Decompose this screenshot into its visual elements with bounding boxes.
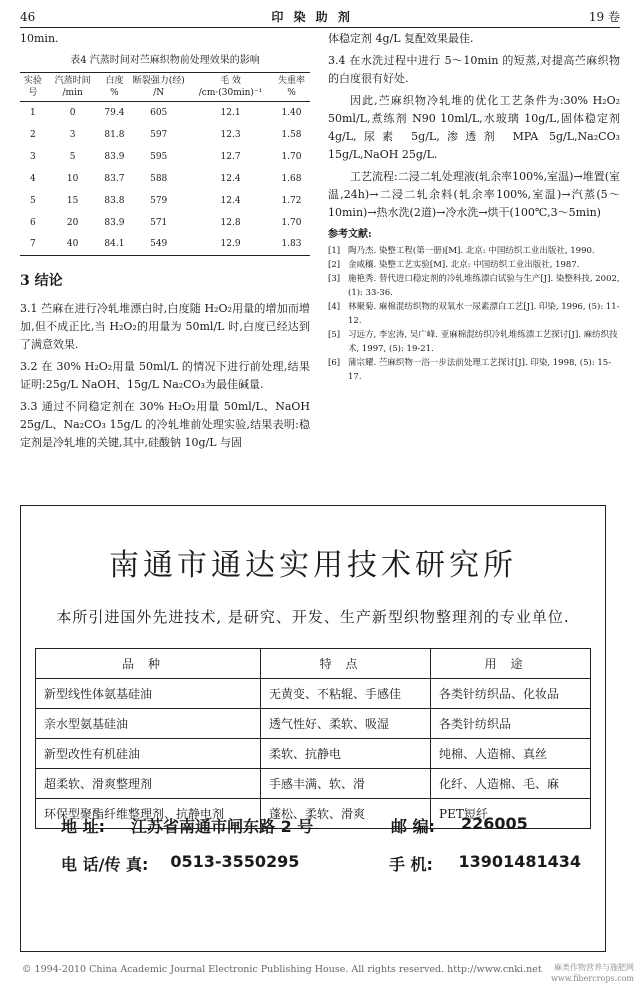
carry-text: 10min. xyxy=(20,32,59,45)
left-column xyxy=(20,30,310,456)
table-row xyxy=(20,234,310,256)
address-value: 江苏省南通市闸东路 2 号 xyxy=(131,817,314,836)
product-cell: 新型改性有机硅油 xyxy=(36,739,261,769)
product-row xyxy=(36,739,591,769)
table-cell: 6 xyxy=(29,217,36,228)
volume: 19 卷 xyxy=(588,10,620,24)
ad-intro: 本所引进国外先进技术, 是研究、开发、生产新型织物整理剂的专业单位. xyxy=(56,608,570,626)
product-table-body xyxy=(36,679,591,829)
table-cell: 588 xyxy=(150,173,168,184)
product-cell: 新型线性体氨基硅油 xyxy=(36,679,261,709)
reference-text: 林聚菊. 麻棉混纺织物的双氧水一尿素漂白工艺[J]. 印染, 1996, (5): 11-12. xyxy=(348,302,620,326)
references-title: 参考文献: xyxy=(328,229,372,240)
reference-number: [2] xyxy=(328,260,341,270)
product-header-cell: 品种 xyxy=(36,649,261,679)
table-cell: 597 xyxy=(150,129,168,140)
table-row xyxy=(20,102,310,124)
conclusion-3-4: 3.4 在水洗过程中进行 5～10min 的短蒸,对提高苎麻织物的白度很有好处. xyxy=(328,54,620,85)
watermark-line-2: www.fibercrops.com xyxy=(551,974,634,983)
table-cell: 20 xyxy=(66,217,79,228)
product-header-cell: 特点 xyxy=(261,649,431,679)
table-cell: 2 xyxy=(29,129,36,140)
table-row xyxy=(20,168,310,190)
product-cell: 亲水型氨基硅油 xyxy=(36,709,261,739)
table-cell: 1.40 xyxy=(281,107,302,118)
running-header xyxy=(20,6,620,28)
table-cell: 12.4 xyxy=(220,195,241,206)
tel-label: 电 话/传 真: xyxy=(61,855,149,874)
address-label: 地 址: xyxy=(61,817,105,836)
journal-title: 印 染 助 剂 xyxy=(271,10,353,24)
table-cell: 0 xyxy=(69,107,76,118)
product-cell: 透气性好、柔软、吸湿 xyxy=(261,709,431,739)
reference-number: [1] xyxy=(328,246,341,256)
table-cell: 15 xyxy=(66,195,79,206)
table-cell: 10 xyxy=(66,173,79,184)
table-cell: 1.58 xyxy=(281,129,302,140)
table-cell: 84.1 xyxy=(104,239,125,250)
section-title: 3 结论 xyxy=(20,273,63,289)
product-table xyxy=(35,648,591,829)
postcode-label: 邮 编: xyxy=(391,817,435,836)
table-4 xyxy=(20,72,310,256)
contact-row-phone xyxy=(61,852,581,875)
product-row xyxy=(36,709,591,739)
table-cell: 12.4 xyxy=(220,173,241,184)
table-row xyxy=(20,190,310,212)
table-cell: 83.9 xyxy=(104,217,125,228)
product-cell: 手感丰满、软、滑 xyxy=(261,769,431,799)
table-cell: 7 xyxy=(29,239,36,250)
table-cell: 1.70 xyxy=(281,151,302,162)
product-cell: 各类针纺织品 xyxy=(431,709,591,739)
table-header-cell: 断裂强力(经) /N xyxy=(129,73,188,102)
conclusion-3-2: 3.2 在 30% H₂O₂用量 50ml/L 的情况下进行前处理,结果证明:25g/L NaOH、15g/L Na₂CO₃为最佳碱量. xyxy=(20,360,310,391)
reference-item xyxy=(328,356,620,384)
reference-text: 金咸穰. 染整工艺实验[M]. 北京: 中国纺织工业出版社, 1987. xyxy=(348,260,580,270)
table-cell: 12.9 xyxy=(220,239,241,250)
table-cell: 579 xyxy=(150,195,168,206)
watermark xyxy=(551,962,634,984)
table-cell: 12.3 xyxy=(220,129,241,140)
carry-paragraph: 体稳定剂 4g/L 复配效果最佳. xyxy=(328,32,474,45)
table-row xyxy=(20,212,310,234)
process-flow: 工艺流程:二浸二轧处理液(轧余率100%,室温)→堆置(室温,24h)→二浸二轧余料(轧余率100%,室温)→汽蒸(5～10min)→热水洗(2道)→冷水洗→烘干(100℃,3～5min) xyxy=(328,170,620,219)
conclusion-3-1: 3.1 苎麻在进行冷轧堆漂白时,白度随 H₂O₂用量的增加而增加,但不成正比,当 H₂O₂的用量为 50ml/L 时,白度已经达到了满意效果. xyxy=(20,302,310,351)
product-cell: 超柔软、滑爽整理剂 xyxy=(36,769,261,799)
table-cell: 3 xyxy=(69,129,76,140)
reference-item xyxy=(328,300,620,328)
product-row xyxy=(36,679,591,709)
table-cell: 605 xyxy=(150,107,168,118)
table-header-cell: 汽蒸时间 /min xyxy=(46,73,100,102)
product-cell: PET短纤 xyxy=(431,799,591,829)
copyright-footer: © 1994-2010 China Academic Journal Electronic Publishing House. All rights reserved. http://www.cnki.net xyxy=(22,964,542,975)
reference-item xyxy=(328,244,620,258)
product-cell: 柔软、抗静电 xyxy=(261,739,431,769)
product-cell: 各类针纺织品、化妆品 xyxy=(431,679,591,709)
table-cell: 5 xyxy=(69,151,76,162)
product-cell: 纯棉、人造棉、真丝 xyxy=(431,739,591,769)
right-column xyxy=(328,30,620,384)
table-cell: 12.7 xyxy=(220,151,241,162)
table-cell: 1.72 xyxy=(281,195,302,206)
table-row xyxy=(20,124,310,146)
reference-item xyxy=(328,258,620,272)
reference-text: 施艳秀. 替代进口稳定剂的冷轧堆练漂白试验与生产[J]. 染整科技, 2002, (1): 33-36. xyxy=(348,274,620,298)
product-cell: 环保型聚酯纤维整理剂、抗静电剂 xyxy=(36,799,261,829)
mobile-label: 手 机: xyxy=(388,855,433,874)
references-list xyxy=(328,244,620,384)
table-cell: 5 xyxy=(29,195,36,206)
table-header-cell: 实验号 xyxy=(20,73,46,102)
postcode-value: 226005 xyxy=(461,814,528,833)
table-cell: 83.8 xyxy=(104,195,125,206)
optimized-conditions: 因此,苎麻织物冷轧堆的优化工艺条件为:30% H₂O₂ 50ml/L,煮练剂 N90 10ml/L,水玻璃 10g/L,固体稳定剂 4g/L,尿素 5g/L,渗透剂 MPA 5g/L,Na₂CO₃ 15g/L,NaOH 25g/L. xyxy=(328,94,620,161)
conclusion-3-3: 3.3 通过不同稳定剂在 30% H₂O₂用量 50ml/L、NaOH 25g/L、Na₂CO₃ 15g/L 的冷轧堆前处理实验,结果表明:稳定剂是冷轧堆的关键,其中,硅酸钠 10g/L 与固 xyxy=(20,400,310,449)
product-cell: 无黄变、不粘辊、手感佳 xyxy=(261,679,431,709)
reference-item xyxy=(328,272,620,300)
page-number: 46 xyxy=(20,9,36,24)
reference-text: 陶乃杰. 染整工程(第一册)[M]. 北京: 中国纺织工业出版社, 1990. xyxy=(348,246,595,256)
table-cell: 40 xyxy=(66,239,79,250)
reference-number: [5] xyxy=(328,330,341,340)
reference-number: [6] xyxy=(328,358,341,368)
mobile-value: 13901481434 xyxy=(458,852,581,871)
reference-number: [3] xyxy=(328,274,341,284)
tel-value: 0513-3550295 xyxy=(170,852,300,871)
table-cell: 571 xyxy=(150,217,168,228)
table-row xyxy=(20,146,310,168)
product-row xyxy=(36,769,591,799)
product-header-cell: 用途 xyxy=(431,649,591,679)
table-cell: 1.70 xyxy=(281,217,302,228)
table-caption: 表4 汽蒸时间对苎麻织物前处理效果的影响 xyxy=(70,55,260,66)
contact-row-address xyxy=(61,814,581,837)
table-cell: 1 xyxy=(29,107,36,118)
table-cell: 79.4 xyxy=(104,107,125,118)
table-cell: 4 xyxy=(29,173,36,184)
ad-title: 南通市通达实用技术研究所 xyxy=(109,548,517,583)
table-cell: 1.83 xyxy=(281,239,302,250)
table-cell: 595 xyxy=(150,151,168,162)
table-header-cell: 毛 效 /cm·(30min)⁻¹ xyxy=(188,73,273,102)
watermark-line-1: 麻类作物营养与施肥网 xyxy=(554,963,634,972)
table-cell: 12.8 xyxy=(220,217,241,228)
table-cell: 83.9 xyxy=(104,151,125,162)
advertisement-box xyxy=(20,505,606,952)
table-cell: 81.8 xyxy=(104,129,125,140)
table-body xyxy=(20,102,310,256)
reference-text: 蒲宗耀. 苎麻织物一浴一步法前处理工艺探讨[J]. 印染, 1998, (5): 15-17. xyxy=(348,358,612,382)
table-cell: 83.7 xyxy=(104,173,125,184)
product-cell: 化纤、人造棉、毛、麻 xyxy=(431,769,591,799)
reference-number: [4] xyxy=(328,302,341,312)
table-cell: 1.68 xyxy=(281,173,302,184)
table-cell: 3 xyxy=(29,151,36,162)
table-header-row xyxy=(20,73,310,102)
product-table-header xyxy=(36,649,591,679)
table-cell: 12.1 xyxy=(220,107,241,118)
table-header-cell: 白度 % xyxy=(100,73,130,102)
product-cell: 蓬松、柔软、滑爽 xyxy=(261,799,431,829)
reference-text: 习远方, 李宏涛, 吴广峰. 亚麻棉混纺织冷轧堆练漂工艺探讨[J]. 麻纺织技术, 1997, (5): 19-21. xyxy=(348,330,618,354)
table-header-cell: 失重率 % xyxy=(273,73,310,102)
reference-item xyxy=(328,328,620,356)
table-cell: 549 xyxy=(150,239,168,250)
